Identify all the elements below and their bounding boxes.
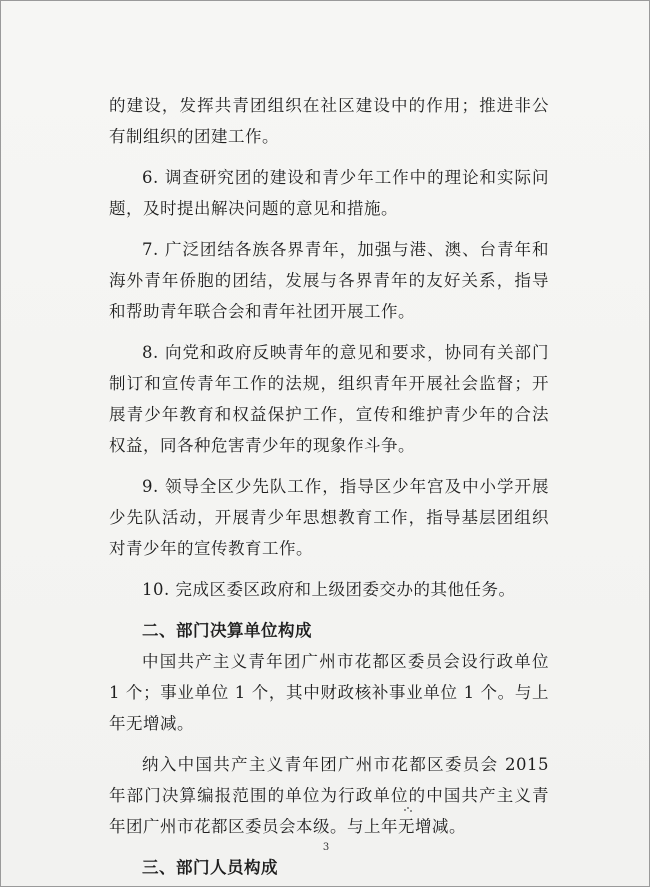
paragraph-item-7: 7. 广泛团结各族各界青年，加强与港、澳、台青年和海外青年侨胞的团结，发展与各界青年的友好关系，指导和帮助青年联合会和青年社团开展工作。 [109,240,549,321]
paragraph-item-9: 9. 领导全区少先队工作，指导区少年宫及中小学开展少先队活动，开展青少年思想教育工作，指导基层团组织对青少年的宣传教育工作。 [109,477,549,558]
page-number: 3 [322,842,330,853]
paragraph-item-6: 6. 调查研究团的建设和青少年工作中的理论和实际问题，及时提出解决问题的意见和措施。 [109,168,549,218]
paragraph-continuation: 的建设，发挥共青团组织在社区建设中的作用；推进非公有制组织的团建工作。 [109,96,549,146]
scan-speck [404,807,414,815]
paragraph-reporting-scope: 纳入中国共产主义青年团广州市花都区委员会 2015 年部门决算编报范围的单位为行政单位的中国共产主义青年团广州市花都区委员会本级。与上年无增减。 [109,755,549,836]
section-heading-unit-composition: 二、部门决算单位构成 [142,621,312,640]
section-heading-staff-composition: 三、部门人员构成 [142,858,278,877]
paragraph-unit-composition: 中国共产主义青年团广州市花都区委员会设行政单位 1 个；事业单位 1 个，其中财政核补事业单位 1 个。与上年无增减。 [109,652,549,733]
paragraph-item-10: 10. 完成区委区政府和上级团委交办的其他任务。 [142,580,516,599]
paragraph-item-8: 8. 向党和政府反映青年的意见和要求，协同有关部门制订和宣传青年工作的法规，组织青年开展社会监督；开展青少年教育和权益保护工作，宣传和维护青少年的合法权益，同各种危害青少年的现象作斗争。 [109,343,549,455]
document-body [109,90,549,883]
